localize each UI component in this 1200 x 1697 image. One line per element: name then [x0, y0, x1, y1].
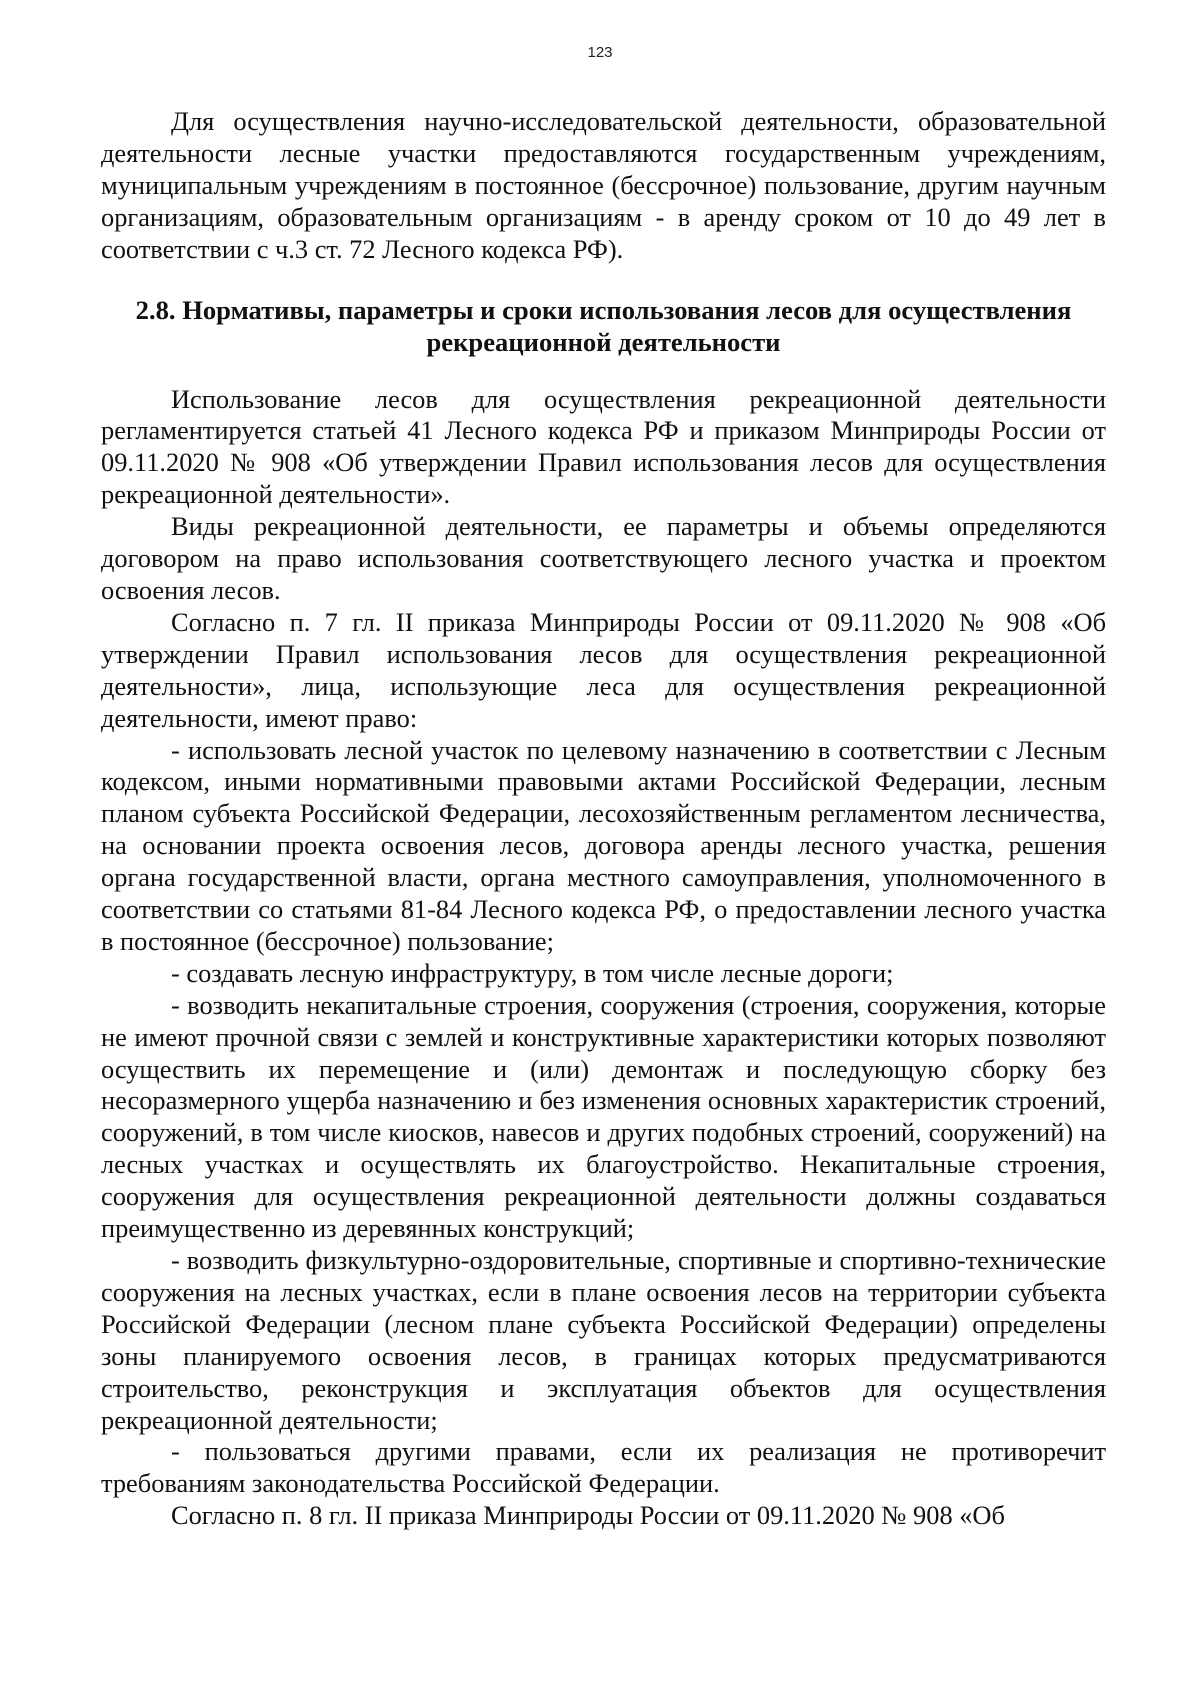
intro-paragraph: Для осуществления научно-исследовательской деятельности, образовательной деятельности лесные участки предоставляются государственным учреждениям, муниципальным учреждениям в постоянное (бессрочное) пользование, другим научным организациям, образовательным организациям - в аренду сроком от 10 до 49 лет в соответствии с ч.3 ст. 72 Лесного кодекса РФ). [101, 106, 1106, 264]
document-body [101, 106, 1106, 1532]
paragraph-activity-types: Виды рекреационной деятельности, ее параметры и объемы определяются договором на право использования соответствующего лесного участка и проектом освоения лесов. [101, 511, 1106, 605]
list-item-temporary-structures: - возводить некапитальные строения, сооружения (строения, сооружения, которые не имеют прочной связи с землей и конструктивные характеристики которых позволяют осуществить их перемещение и (или) демонтаж и последующую сборку без несоразмерного ущерба назначению и без изменения основных характеристик строений, сооружений, в том числе киосков, навесов и других подобных строений, сооружений) на лесных участках и осуществлять их благоустройство. Некапитальные строения, сооружения для осуществления рекреационной деятельности должны создаваться преимущественно из деревянных конструкций; [101, 989, 1106, 1244]
list-item-sports-facilities: - возводить физкультурно-оздоровительные, спортивные и спортивно-технические сооружения на лесных участках, если в плане освоения лесов на территории субъекта Российской Федерации (лесном плане субъекта Российской Федерации) определены зоны планируемого освоения лесов, в границах которых предусматриваются строительство, реконструкция и эксплуатация объектов для осуществления рекреационной деятельности; [101, 1245, 1106, 1435]
page-number: 123 [587, 44, 613, 61]
paragraph-legal-basis: Использование лесов для осуществления рекреационной деятельности регламентируется статьей 41 Лесного кодекса РФ и приказом Минприроды России от 09.11.2020 № 908 «Об утверждении Правил использования лесов для осуществления рекреационной деятельности». [101, 383, 1106, 510]
paragraph-continuation: Согласно п. 8 гл. II приказа Минприроды России от 09.11.2020 № 908 «Об [171, 1500, 1005, 1531]
section-heading: 2.8. Нормативы, параметры и сроки использования лесов для осуществления рекреационной деятельности [135, 294, 1072, 357]
list-item-other-rights: - пользоваться другими правами, если их реализация не противоречит требованиям законодательства Российской Федерации. [101, 1436, 1106, 1499]
list-item-use-plot: - использовать лесной участок по целевому назначению в соответствии с Лесным кодексом, иными нормативными правовыми актами Российской Федерации, лесным планом субъекта Российской Федерации, лесохозяйственным регламентом лесничества, на основании проекта освоения лесов, договора аренды лесного участка, решения органа государственной власти, органа местного самоуправления, уполномоченного в соответствии со статьями 81-84 Лесного кодекса РФ, о предоставлении лесного участка в постоянное (бессрочное) пользование; [101, 734, 1106, 956]
list-item-infrastructure: - создавать лесную инфраструктуру, в том числе лесные дороги; [171, 957, 894, 988]
paragraph-rights-intro: Согласно п. 7 гл. II приказа Минприроды России от 09.11.2020 № 908 «Об утверждении Правил использования лесов для осуществления рекреационной деятельности», лица, использующие леса для осуществления рекреационной деятельности, имеют право: [101, 606, 1106, 733]
